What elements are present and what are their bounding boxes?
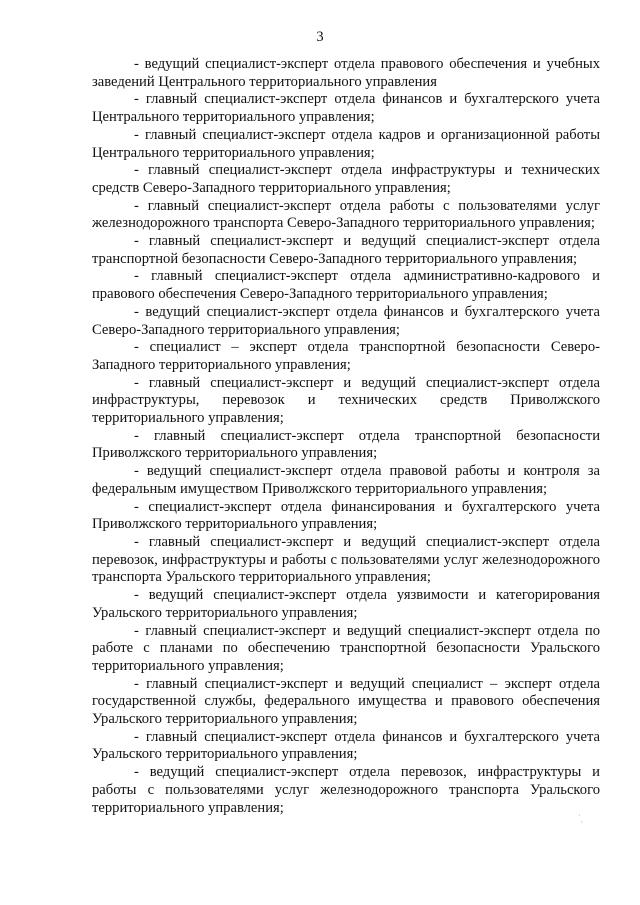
list-item: - главный специалист-эксперт и ведущий специалист-эксперт отдела транспортной безопасности Северо-Западного территориального управления; [92,233,600,267]
list-item: - ведущий специалист-эксперт отдела уязвимости и категорирования Уральского территориального управления; [92,587,600,621]
list-item: - специалист – эксперт отдела транспортной безопасности Северо-Западного территориального управления; [92,339,600,373]
list-item: - главный специалист-эксперт и ведущий специалист-эксперт отдела перевозок, инфраструктуры и работы с пользователями услуг железнодорожного транспорта Уральского территориального управления; [92,533,600,586]
list-item: - главный специалист-эксперт отдела финансов и бухгалтерского учета Центрального территориального управления; [92,91,600,126]
scan-speck: · · [578,811,584,827]
list-item: - главный специалист-эксперт отдела административно-кадрового и правового обеспечения Северо-Западного территориального управления; [92,268,600,303]
list-item: - ведущий специалист-эксперт отдела правового обеспечения и учебных заведений Центрального территориального управления [92,56,600,90]
list-item: - главный специалист-эксперт и ведущий специалист-эксперт отдела инфраструктуры, перевозок и технических средств Приволжского территориального управления; [92,374,600,427]
position-list [92,56,600,817]
list-item: - ведущий специалист-эксперт отдела финансов и бухгалтерского учета Северо-Западного территориального управления; [92,303,600,338]
list-item: - главный специалист-эксперт отдела финансов и бухгалтерского учета Уральского территориального управления; [92,728,600,763]
list-item: - главный специалист-эксперт и ведущий специалист – эксперт отдела государственной службы, федерального имущества и правового обеспечения Уральского территориального управления; [92,675,600,728]
list-item: - специалист-эксперт отдела финансирования и бухгалтерского учета Приволжского территориального управления; [92,498,600,533]
list-item: - ведущий специалист-эксперт отдела перевозок, инфраструктуры и работы с пользователями услуг железнодорожного транспорта Уральского территориального управления; [92,764,600,816]
list-item: - главный специалист-эксперт отдела транспортной безопасности Приволжского территориального управления; [92,427,600,462]
list-item: - главный специалист-эксперт отдела кадров и организационной работы Центрального территориального управления; [92,126,600,161]
page-number: 3 [316,29,324,45]
list-item: - главный специалист-эксперт и ведущий специалист-эксперт отдела по работе с планами по обеспечению транспортной безопасности Уральского территориального управления; [92,622,600,674]
list-item: - ведущий специалист-эксперт отдела правовой работы и контроля за федеральным имуществом Приволжского территориального управления; [92,463,600,497]
list-item: - главный специалист-эксперт отдела работы с пользователями услуг железнодорожного транспорта Северо-Западного территориального управления; [92,197,600,232]
list-item: - главный специалист-эксперт отдела инфраструктуры и технических средств Северо-Западного территориального управления; [92,162,600,196]
